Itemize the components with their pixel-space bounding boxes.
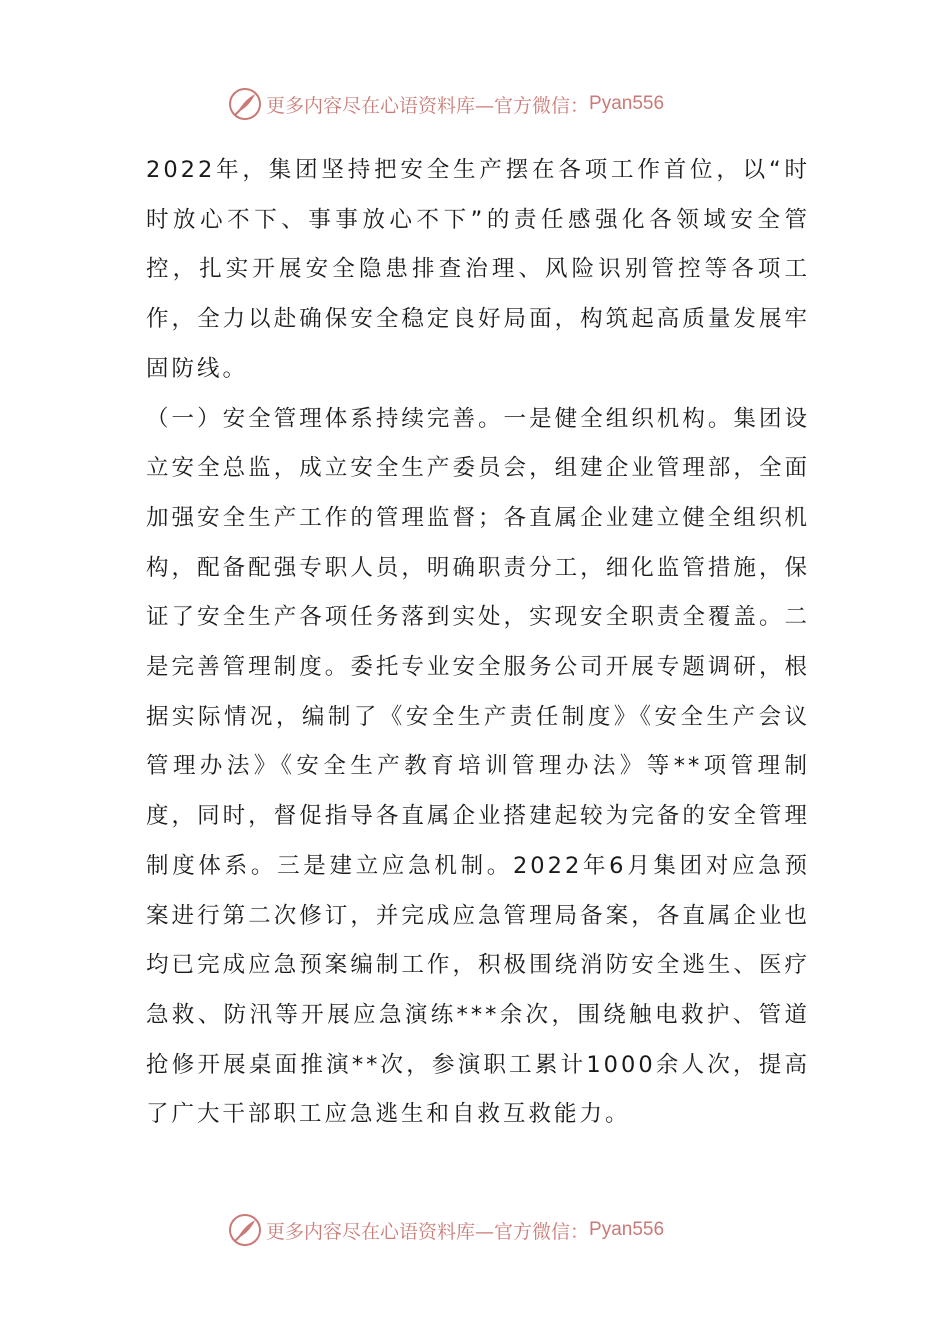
quill-logo-icon (228, 1213, 262, 1247)
paragraph-intro: 2022年，集团坚持把安全生产摆在各项工作首位，以“时时放心不下、事事放心不下”的责任感强化各领域安全管控，扎实开展安全隐患排查治理、风险识别管控等各项工作，全力以赴确保安全稳定良好局面，构筑起高质量发展牢固防线。 (146, 157, 810, 382)
watermark-wechat-id: Pyan556 (589, 1219, 665, 1240)
watermark-wechat-id: Pyan556 (589, 93, 665, 114)
watermark-footer (228, 1210, 748, 1250)
document-body (146, 146, 810, 1140)
watermark-text: 更多内容尽在心语资料库—官方微信： (266, 1220, 590, 1243)
watermark-header (228, 84, 748, 124)
quill-logo-icon (228, 87, 262, 121)
watermark-text: 更多内容尽在心语资料库—官方微信： (266, 94, 590, 117)
paragraph-safety-system: （一）安全管理体系持续完善。一是健全组织机构。集团设立安全总监，成立安全生产委员会，组建企业管理部，全面加强安全生产工作的管理监督；各直属企业建立健全组织机构，配备配强专职人员，明确职责分工，细化监管措施，保证了安全生产各项任务落到实处，实现安全职责全覆盖。二是完善管理制度。委托专业安全服务公司开展专题调研，根据实际情况，编制了《安全生产责任制度》《安全生产会议管理办法》《安全生产教育培训管理办法》等**项管理制度，同时，督促指导各直属企业搭建起较为完备的安全管理制度体系。三是建立应急机制。2022年6月集团对应急预案进行第二次修订，并完成应急管理局备案，各直属企业也均已完成应急预案编制工作，积极围绕消防安全逃生、医疗急救、防汛等开展应急演练***余次，围绕触电救护、管道抢修开展桌面推演**次，参演职工累计1000余人次，提高了广大干部职工应急逃生和自救互救能力。 (146, 405, 810, 1128)
